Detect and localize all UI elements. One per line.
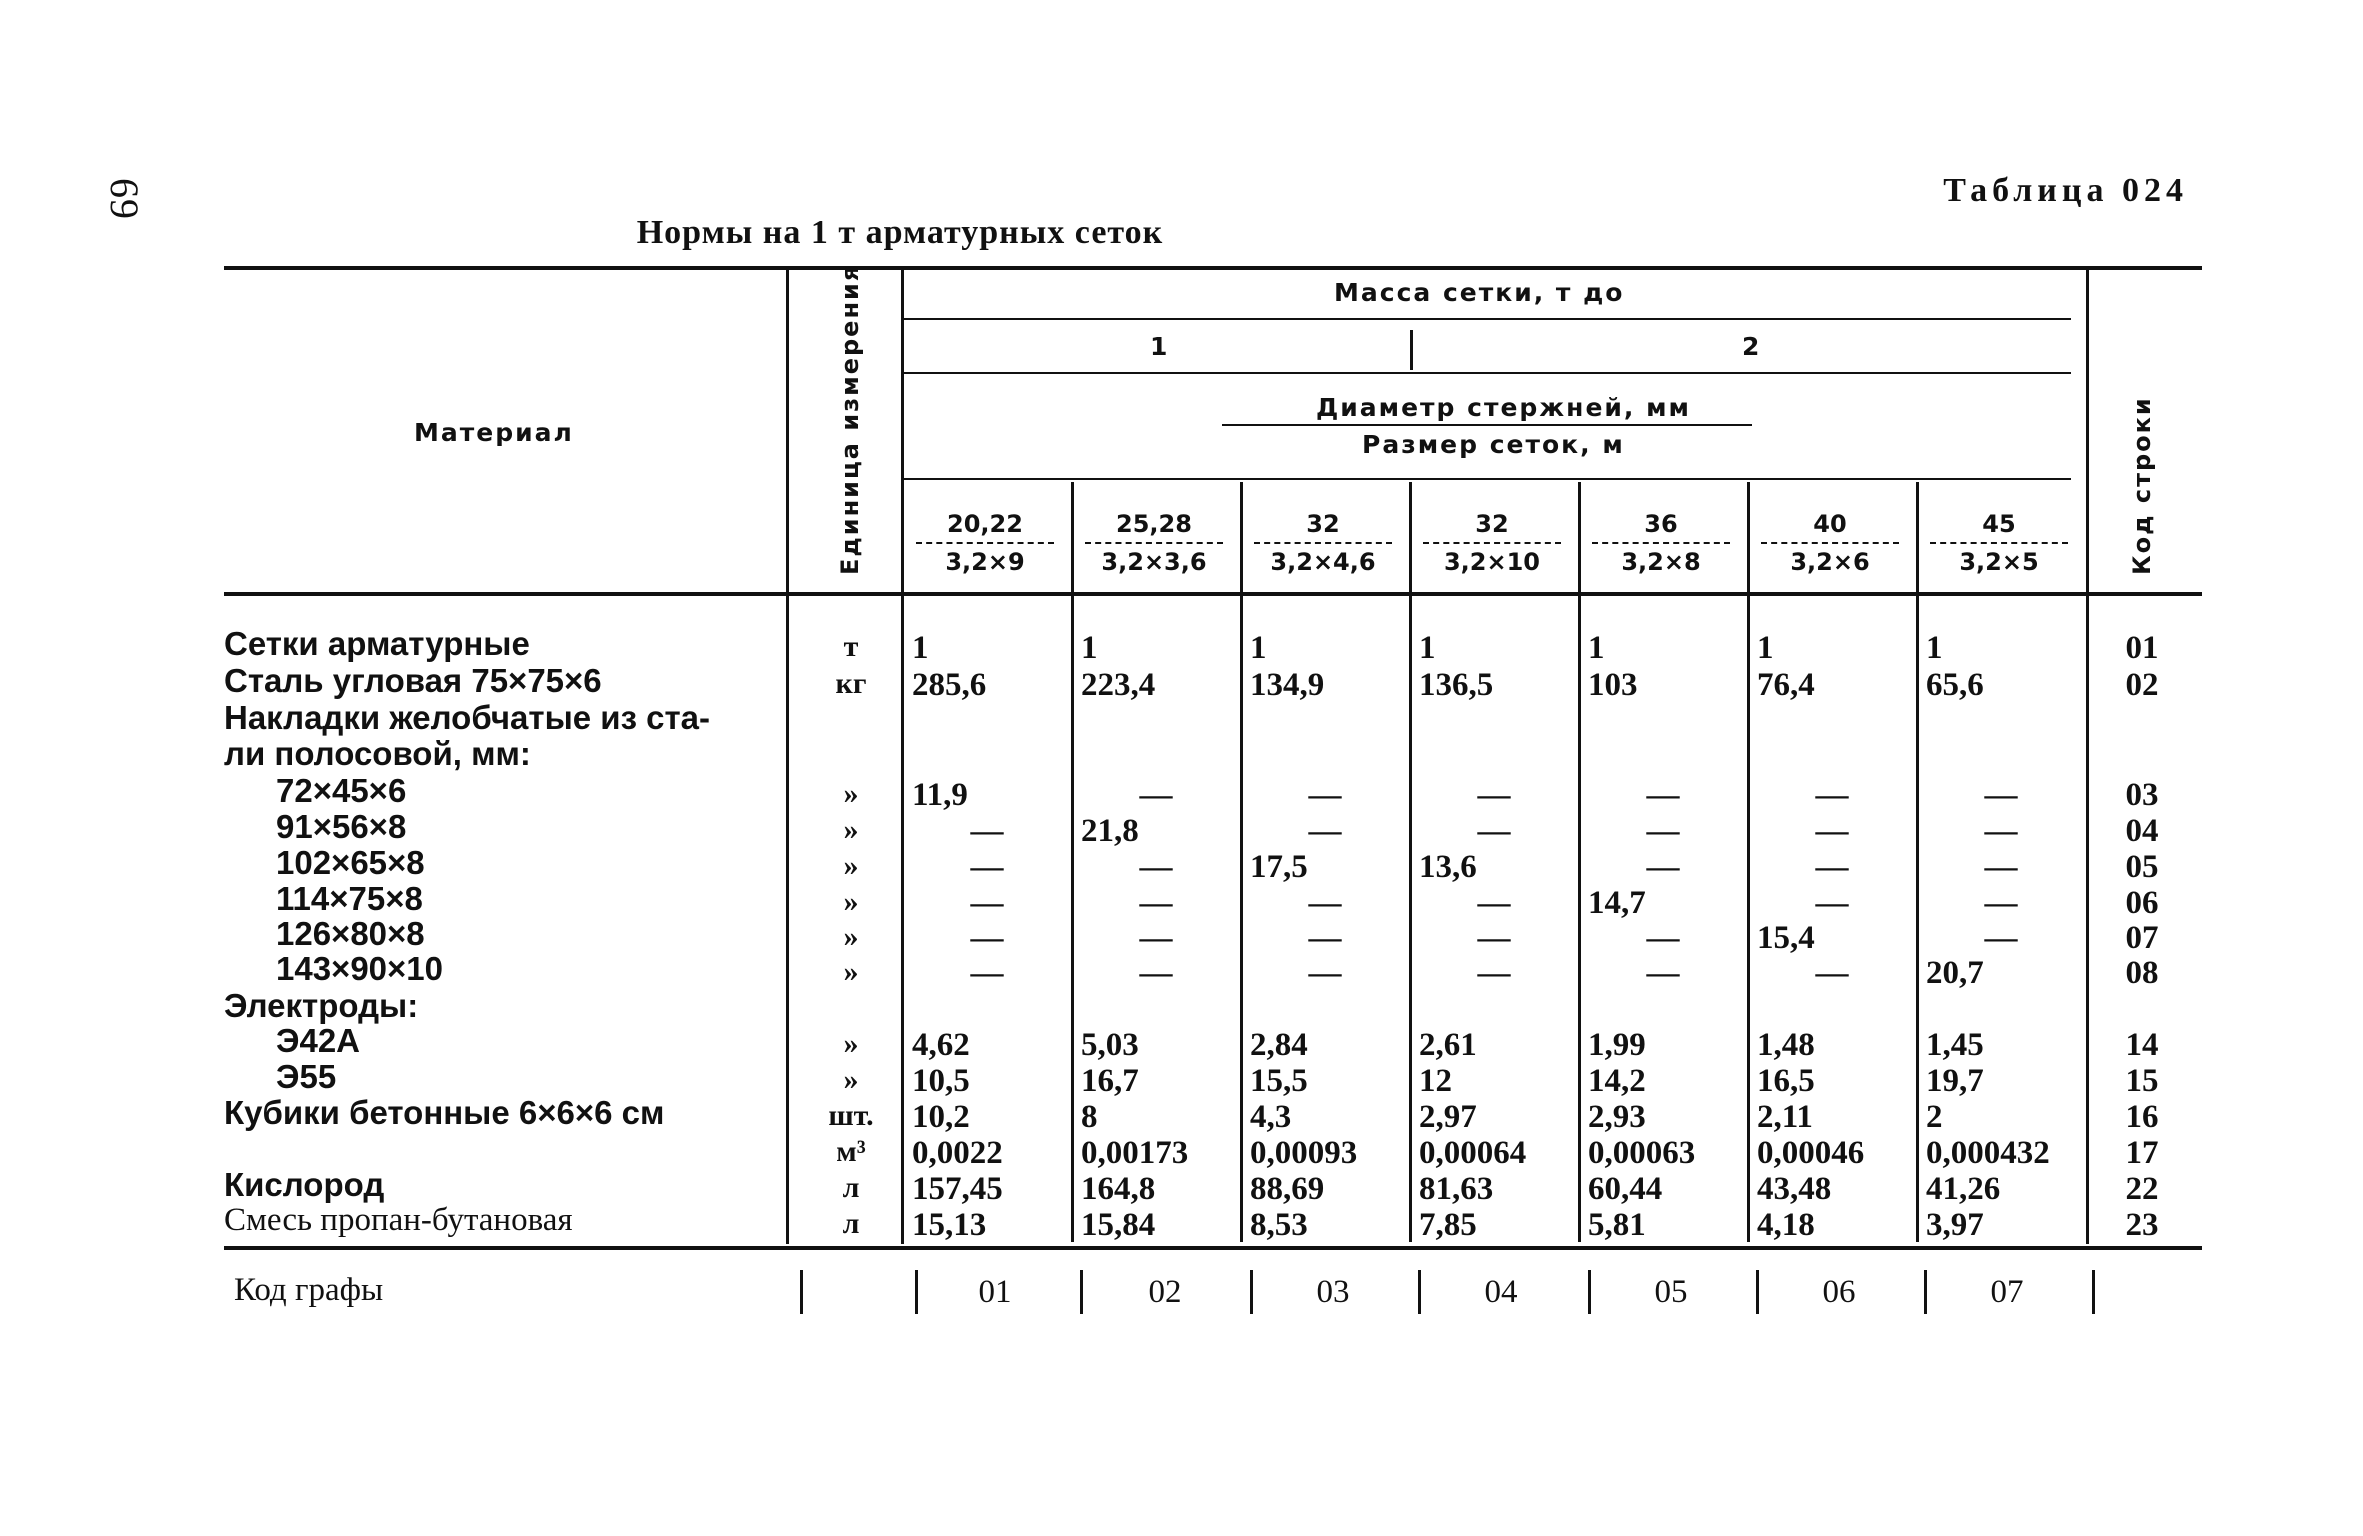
- table-cell: 76,4: [1757, 667, 1815, 703]
- table-cell: 2,11: [1757, 1099, 1813, 1135]
- row-label: 126×80×8: [276, 915, 425, 952]
- table-cell: 164,8: [1081, 1171, 1156, 1207]
- row-code: 05: [2125, 849, 2159, 885]
- table-cell: 10,2: [912, 1099, 970, 1135]
- table-cell: 1: [1757, 630, 1774, 666]
- row-code: 16: [2125, 1099, 2159, 1135]
- table-cell: —: [1477, 885, 1511, 921]
- footer-separator: [800, 1270, 803, 1314]
- table-cell: 4,18: [1757, 1207, 1815, 1243]
- table-cell: 2,84: [1250, 1027, 1308, 1063]
- table-cell: 103: [1588, 667, 1638, 703]
- page-number: 69: [102, 178, 147, 220]
- table-cell: —: [1815, 813, 1849, 849]
- footer-code: 07: [1990, 1274, 2024, 1310]
- row-unit: »: [843, 777, 859, 810]
- table-cell: 1,48: [1757, 1027, 1815, 1063]
- table-cell: 1: [1419, 630, 1436, 666]
- table-cell: —: [1984, 885, 2018, 921]
- table-cell: 41,26: [1926, 1171, 2001, 1207]
- column-head: 40 3,2×6: [1755, 510, 1905, 576]
- top-rule: [224, 266, 2202, 270]
- footer-code: 03: [1316, 1274, 1350, 1310]
- row-label: Кубики бетонные 6×6×6 см: [224, 1094, 665, 1131]
- table-cell: —: [1308, 885, 1342, 921]
- table-cell: —: [1139, 849, 1173, 885]
- row-code: 01: [2125, 630, 2159, 666]
- table-cell: —: [1308, 813, 1342, 849]
- table-cell: 65,6: [1926, 667, 1984, 703]
- table-cell: 5,03: [1081, 1027, 1139, 1063]
- table-cell: 4,62: [912, 1027, 970, 1063]
- table-cell: 5,81: [1588, 1207, 1646, 1243]
- col-separator: [1409, 482, 1412, 1242]
- footer-separator: [1924, 1270, 1927, 1314]
- table-cell: 223,4: [1081, 667, 1156, 703]
- row-code: 22: [2125, 1171, 2159, 1207]
- row-unit: л: [842, 1171, 860, 1204]
- table-cell: —: [1646, 813, 1680, 849]
- row-label: Накладки желобчатые из ста-: [224, 699, 710, 736]
- row-label: 102×65×8: [276, 844, 425, 881]
- mass-header: Масса сетки, т до: [1334, 278, 1625, 307]
- table-cell: 15,13: [912, 1207, 987, 1243]
- row-label: 143×90×10: [276, 950, 444, 987]
- table-cell: 10,5: [912, 1063, 970, 1099]
- footer-code: 05: [1654, 1274, 1688, 1310]
- table-cell: 2,61: [1419, 1027, 1477, 1063]
- table-cell: 15,84: [1081, 1207, 1156, 1243]
- table-cell: —: [1477, 955, 1511, 991]
- row-code: 07: [2125, 920, 2159, 956]
- footer-code: 04: [1484, 1274, 1518, 1310]
- table-title: Нормы на 1 т арматурных сеток: [636, 214, 1164, 251]
- table-cell: 12: [1419, 1063, 1452, 1099]
- table-cell: —: [1984, 813, 2018, 849]
- table-cell: —: [1139, 920, 1173, 956]
- col-separator: [1916, 482, 1919, 1242]
- column-head: 25,28 3,2×3,6: [1079, 510, 1229, 576]
- row-label: ли полосовой, мм:: [224, 735, 531, 772]
- table-cell: —: [1646, 920, 1680, 956]
- row-unit: »: [843, 920, 859, 953]
- table-cell: —: [1646, 849, 1680, 885]
- col-separator: [1747, 482, 1750, 1242]
- table-cell: 7,85: [1419, 1207, 1477, 1243]
- table-cell: 8: [1081, 1099, 1098, 1135]
- row-unit: л: [842, 1207, 860, 1240]
- table-cell: —: [970, 849, 1004, 885]
- table-cell: —: [1984, 777, 2018, 813]
- table-cell: 16,7: [1081, 1063, 1139, 1099]
- row-label: Кислород: [224, 1166, 385, 1203]
- footer-separator: [1418, 1270, 1421, 1314]
- table-cell: —: [970, 920, 1004, 956]
- table-label: Таблица 024: [1943, 172, 2188, 209]
- table-cell: —: [1308, 777, 1342, 813]
- table-cell: 0,00093: [1250, 1135, 1358, 1171]
- material-header: Материал: [414, 418, 574, 447]
- row-unit: »: [843, 885, 859, 918]
- table-cell: 17,5: [1250, 849, 1308, 885]
- footer-label: Код графы: [234, 1272, 384, 1308]
- size-rule: [903, 478, 2071, 480]
- table-cell: 0,0022: [912, 1135, 1003, 1171]
- table-cell: —: [1646, 777, 1680, 813]
- table-cell: 0,00064: [1419, 1135, 1527, 1171]
- row-unit: »: [843, 813, 859, 846]
- column-head: 36 3,2×8: [1586, 510, 1736, 576]
- table-cell: 1: [1250, 630, 1267, 666]
- column-head: 45 3,2×5: [1924, 510, 2074, 576]
- table-cell: 1,99: [1588, 1027, 1646, 1063]
- column-head: 32 3,2×4,6: [1248, 510, 1398, 576]
- col-separator: [1240, 482, 1243, 1242]
- row-label: 91×56×8: [276, 808, 407, 845]
- table-cell: 0,00046: [1757, 1135, 1865, 1171]
- row-code: 23: [2125, 1207, 2159, 1243]
- table-cell: 0,00173: [1081, 1135, 1189, 1171]
- row-code: 15: [2125, 1063, 2159, 1099]
- row-code: 17: [2125, 1135, 2159, 1171]
- table-cell: —: [1815, 849, 1849, 885]
- row-unit: м³: [836, 1135, 866, 1168]
- row-unit: шт.: [828, 1099, 874, 1132]
- footer-separator: [1588, 1270, 1591, 1314]
- mass-group-1: 1: [1150, 332, 1170, 361]
- footer-separator: [915, 1270, 918, 1314]
- table-cell: 285,6: [912, 667, 987, 703]
- table-cell: 88,69: [1250, 1171, 1325, 1207]
- table-cell: 1: [1926, 630, 1943, 666]
- row-unit: »: [843, 955, 859, 988]
- row-code: 06: [2125, 885, 2159, 921]
- table-cell: —: [1815, 777, 1849, 813]
- group-rule: [903, 372, 2071, 374]
- table-cell: —: [1308, 920, 1342, 956]
- footer-code: 02: [1148, 1274, 1182, 1310]
- table-cell: 2: [1926, 1099, 1943, 1135]
- table-cell: 14,7: [1588, 885, 1646, 921]
- row-label: Электроды:: [224, 987, 419, 1024]
- table-cell: —: [970, 885, 1004, 921]
- table-cell: 4,3: [1250, 1099, 1292, 1135]
- col-separator: [1071, 482, 1074, 1242]
- table-cell: —: [1477, 777, 1511, 813]
- footer-separator: [1250, 1270, 1253, 1314]
- col-separator: [1578, 482, 1581, 1242]
- table-cell: —: [1477, 920, 1511, 956]
- table-cell: 20,7: [1926, 955, 1984, 991]
- header-bottom-rule: [224, 592, 2202, 596]
- row-code: 14: [2125, 1027, 2159, 1063]
- table-cell: —: [1815, 885, 1849, 921]
- table-cell: 0,000432: [1926, 1135, 2050, 1171]
- table-cell: 15,5: [1250, 1063, 1308, 1099]
- footer-separator: [1756, 1270, 1759, 1314]
- table-cell: —: [1984, 920, 2018, 956]
- table-cell: 21,8: [1081, 813, 1139, 849]
- row-code: 08: [2125, 955, 2159, 991]
- table-cell: —: [1815, 955, 1849, 991]
- table-cell: 19,7: [1926, 1063, 1984, 1099]
- table-cell: —: [1477, 813, 1511, 849]
- table-cell: 14,2: [1588, 1063, 1646, 1099]
- table-cell: 134,9: [1250, 667, 1325, 703]
- table-cell: 1: [1588, 630, 1605, 666]
- footer-code: 01: [978, 1274, 1012, 1310]
- table-cell: 1: [912, 630, 929, 666]
- row-label: 114×75×8: [276, 880, 423, 917]
- table-cell: —: [1139, 955, 1173, 991]
- column-head: 32 3,2×10: [1417, 510, 1567, 576]
- table-cell: 11,9: [912, 777, 968, 813]
- table-cell: 1,45: [1926, 1027, 1984, 1063]
- table-cell: 2,97: [1419, 1099, 1477, 1135]
- body-bottom-rule: [224, 1246, 2202, 1250]
- row-label: Сетки арматурные: [224, 625, 530, 662]
- size-header: Размер сеток, м: [1362, 430, 1625, 459]
- row-code: 04: [2125, 813, 2159, 849]
- footer-code: 06: [1822, 1274, 1856, 1310]
- row-unit: кг: [835, 667, 867, 700]
- row-unit: »: [843, 1027, 859, 1060]
- footer-separator: [1080, 1270, 1083, 1314]
- table-cell: 0,00063: [1588, 1135, 1696, 1171]
- mass-group-2: 2: [1742, 332, 1762, 361]
- group-separator: [1410, 330, 1413, 370]
- unit-header: Единица измерения: [836, 263, 864, 575]
- row-unit: »: [843, 849, 859, 882]
- table-cell: 1: [1081, 630, 1098, 666]
- table-cell: 157,45: [912, 1171, 1003, 1207]
- table-cell: 2,93: [1588, 1099, 1646, 1135]
- row-label: Э42А: [276, 1022, 361, 1059]
- diameter-rule: [1222, 424, 1752, 426]
- table-cell: —: [1139, 777, 1173, 813]
- row-label: 72×45×6: [276, 772, 407, 809]
- table-cell: 60,44: [1588, 1171, 1663, 1207]
- table-cell: 136,5: [1419, 667, 1494, 703]
- row-code-header: Код строки: [2128, 396, 2156, 575]
- table-cell: —: [1308, 955, 1342, 991]
- footer-separator: [2092, 1270, 2095, 1314]
- table-cell: 81,63: [1419, 1171, 1494, 1207]
- unit-left-rule: [786, 268, 789, 1244]
- table-cell: 13,6: [1419, 849, 1477, 885]
- row-unit: »: [843, 1063, 859, 1096]
- table-cell: —: [970, 813, 1004, 849]
- table-cell: —: [1646, 955, 1680, 991]
- table-cell: 3,97: [1926, 1207, 1984, 1243]
- row-code: 03: [2125, 777, 2159, 813]
- table-cell: 8,53: [1250, 1207, 1308, 1243]
- table-cell: 43,48: [1757, 1171, 1832, 1207]
- row-unit: т: [843, 630, 859, 663]
- row-label: Смесь пропан-бутановая: [224, 1202, 573, 1238]
- row-label: Э55: [276, 1058, 337, 1095]
- data-left-rule: [901, 268, 904, 1244]
- diameter-header: Диаметр стержней, мм: [1316, 393, 1691, 422]
- code-left-rule: [2086, 268, 2089, 1244]
- column-head: 20,22 3,2×9: [910, 510, 1060, 576]
- table-cell: —: [970, 955, 1004, 991]
- row-code: 02: [2125, 667, 2159, 703]
- row-label: Сталь угловая 75×75×6: [224, 662, 602, 699]
- table-cell: —: [1984, 849, 2018, 885]
- table-cell: 15,4: [1757, 920, 1815, 956]
- table-cell: —: [1139, 885, 1173, 921]
- mass-rule: [903, 318, 2071, 320]
- table-cell: 16,5: [1757, 1063, 1815, 1099]
